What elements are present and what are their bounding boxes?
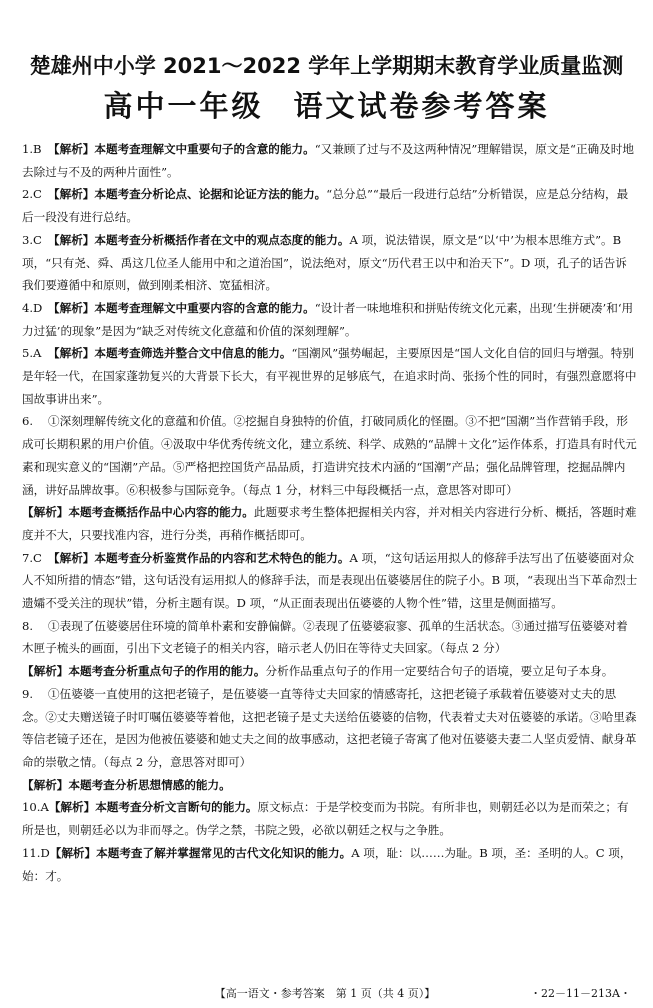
analysis-item [22,774,638,797]
answer-text: ①表现了伍婆婆居住环境的简单朴素和安静偏僻。②表现了伍婆婆寂寥、孤单的生活状态。③通过描写伍婆婆对着木匣子梳头的画面，引出下文老镜子的相关内容，暗示老人仍旧在等待丈夫回家。（每点 2 分） [22,618,628,656]
answer-item [22,842,638,887]
answer-item [22,342,638,410]
answer-number: 2.C [22,187,42,202]
answer-number: 8. [22,618,34,633]
analysis-focus: 本题考查分析重点句子的作用的能力。 [68,664,266,679]
answer-item [22,796,638,841]
analysis-tag: 【解析】 [48,300,95,315]
analysis-focus: 本题考查概括作品中心内容的能力。 [68,505,254,520]
answer-text: ①伍婆婆一直使用的这把老镜子，是伍婆婆一直等待丈夫回家的情感寄托，这把老镜子承载着伍婆婆对丈夫的思念。②丈夫赠送镜子时叮嘱伍婆婆等着他，这把老镜子是丈夫送给伍婆婆的信物，代表着丈夫对伍婆婆的承诺。③哈里森等信老镜子还在，是因为他被伍婆婆和她丈夫之间的故事感动，这把老镜子寄寓了他对伍婆婆夫妻二人坚贞爱情、献身革命的崇敬之情。（每点 2 分，意思答对即可） [22,686,637,769]
analysis-tag: 【解析】 [22,505,69,520]
answer-item [22,410,638,501]
document-title: 楚雄州中小学 2021～2022 学年上学期期末教育学业质量监测 [29,54,624,78]
answer-number: 9. [22,686,34,701]
answer-item [22,547,638,615]
analysis-text: “又兼顾了过与不及这两种情况”理解错误，原文是“正确及时地去除过与不及的两种片面性”。 [22,142,634,179]
analysis-text: A 项，“这句话运用拟人的修辞手法写出了伍婆婆面对众人不知所措的情态”错，这句话没有运用拟人的修辞手法，而是表现出伍婆婆居住的院子小。B 项，“表现出当下革命烈士遗孀不受关注的现状”错，分析主题有误。D 项，“从正面表现出伍婆婆的人物个性”错，这里是侧面描写。 [22,550,638,611]
analysis-tag: 【解析】 [48,550,95,565]
answer-number: 11.D [22,845,50,860]
analysis-focus: 本题考查分析文言断句的能力。 [95,800,258,815]
answer-number: 7.C [22,550,42,565]
analysis-focus: 本题考查筛选并整合文中信息的能力。 [94,346,292,361]
page-footer-label: 【高一语文・参考答案 第 1 页（共 4 页）】 [214,987,436,1000]
document-code: ・22－11－213A・ [530,987,631,1000]
answer-item [22,683,638,774]
analysis-tag: 【解析】 [48,187,95,202]
analysis-text: “国潮风”强势崛起，主要原因是“国人文化自信的回归与增强。特别是年轻一代，在国家蓬勃复兴的大背景下长大，有平视世界的足够底气，在追求时尚、张扬个性的同时，有强烈意愿将中国故事讲出来”。 [22,346,637,406]
analysis-tag: 【解析】 [49,845,97,860]
analysis-tag: 【解析】 [22,777,69,792]
analysis-text: “设计者一味地堆积和拼贴传统文化元素，出现‘生拼硬凑’和‘用力过猛’的现象”是因为“缺乏对传统文化意蕴和价值的深刻理解”。 [22,300,634,338]
analysis-focus: 本题考查分析思想情感的能力。 [68,777,231,792]
analysis-focus: 本题考查分析鉴赏作品的内容和艺术特色的能力。 [94,550,350,565]
answer-item [22,615,638,660]
grade-label: 高中一年级 [103,89,264,123]
analysis-item [22,660,638,683]
answer-number: 1.B [22,142,42,156]
answer-number: 6. [22,414,34,429]
answer-number: 3.C [22,232,42,247]
analysis-text: A 项，说法错误，原文是“以‘中’为根本思维方式”。B 项，“只有尧、舜、禹这几位圣人能用中和之道治国”，说法绝对，原文“历代君王以中和治天下”。D 项，孔子的话告诉我们要遵循中和原则，做到刚柔相济、宽猛相济。 [22,232,627,293]
analysis-tag: 【解析】 [48,800,96,815]
paper-label: 语文试卷参考答案 [293,89,550,123]
analysis-focus: 本题考查了解并掌握常见的古代文化知识的能力。 [96,845,352,860]
analysis-tag: 【解析】 [48,232,95,247]
analysis-tag: 【解析】 [48,142,95,156]
analysis-text: A 项，耻：以……为耻。B 项，圣：圣明的人。C 项，始：才。 [22,845,632,883]
analysis-tag: 【解析】 [22,664,69,679]
answer-number: 4.D [22,300,43,315]
answer-number: 10.A [22,800,49,815]
analysis-focus: 本题考查分析论点、论据和论证方法的能力。 [94,187,327,202]
analysis-tag: 【解析】 [48,346,95,361]
analysis-text: “总分总”“最后一段进行总结”分析错误，应是总分结构，最后一段没有进行总结。 [22,187,629,225]
answer-item [22,138,638,183]
answer-number: 5.A [22,346,42,361]
document-subtitle [0,84,653,125]
analysis-focus: 本题考查分析概括作者在文中的观点态度的能力。 [94,232,350,247]
analysis-focus: 本题考查理解文中重要内容的含意的能力。 [94,300,315,315]
analysis-text: 分析作品重点句子的作用一定要结合句子的语境，要立足句子本身。 [265,664,614,679]
analysis-focus: 本题考查理解文中重要句子的含意的能力。 [94,142,315,156]
analysis-text: 原文标点：于是学校变而为书院。有所非也，则朝廷必以为是而荣之；有所是也，则朝廷必以为非而辱之。伪学之禁，书院之毁，必欲以朝廷之权与之争胜。 [22,800,629,838]
answer-item [22,229,638,297]
analysis-item [22,501,638,546]
answer-item [22,183,638,228]
answer-item [22,297,638,342]
analysis-text: 此题要求考生整体把握相关内容，并对相关内容进行分析、概括，答题时难度并不大，只要找准内容，进行分类，再稍作概括即可。 [22,505,637,542]
answer-list [22,138,638,887]
answer-text: ①深刻理解传统文化的意蕴和价值。②挖掘自身独特的价值，打破同质化的怪圈。③不把“国潮”当作营销手段，形成可长期积累的用户价值。④汲取中华优秀传统文化，建立系统、科学、成熟的“品牌＋文化”运作体系，打造具有时代元素和现实意义的“国潮”产品。⑤严格把控国货产品品质，打造讲究技术内涵的“国潮”产品；强化品牌管理，挖掘品牌内涵，讲好品牌故事。⑥积极参与国际竞争。（每点 1 分，材料三中每段概括一点，意思答对即可） [22,414,637,497]
